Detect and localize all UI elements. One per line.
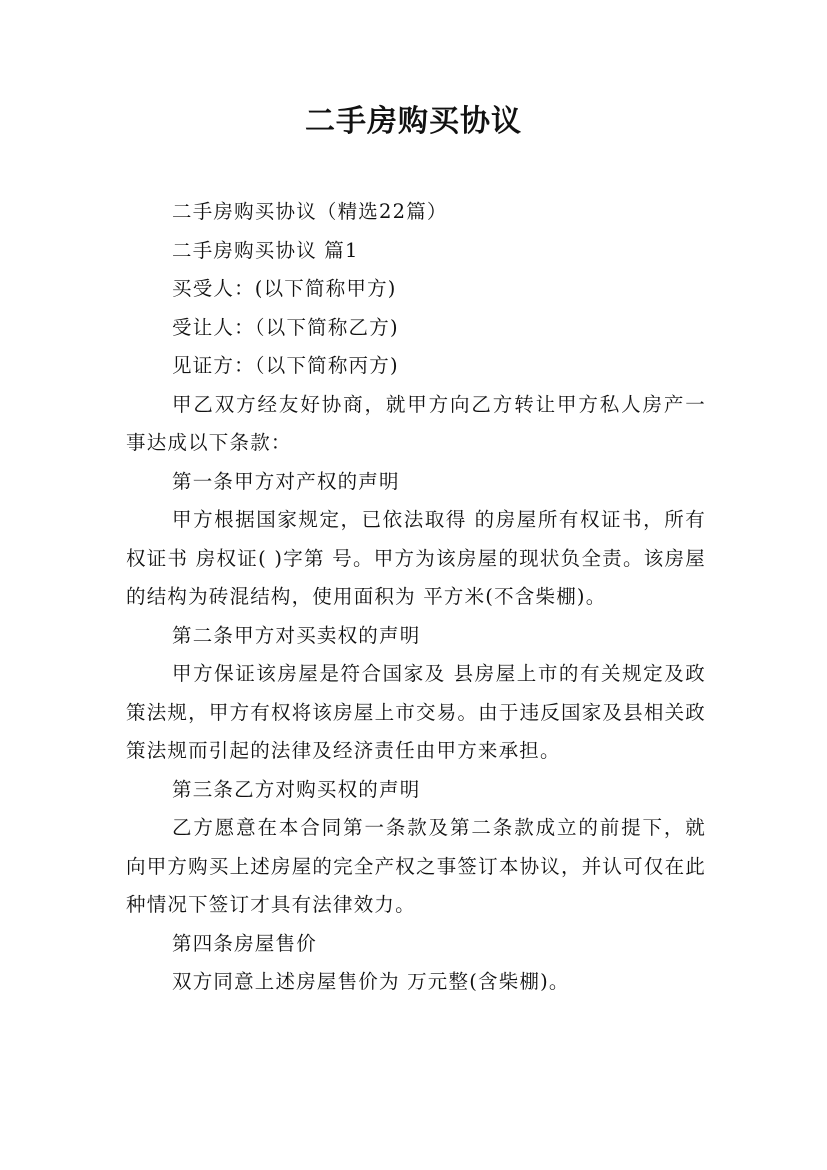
- clause-4-heading: 第四条房屋售价: [172, 931, 317, 955]
- document-body: [126, 193, 706, 1002]
- document-title: 二手房购买协议: [305, 104, 522, 139]
- clause-2-heading: 第二条甲方对买卖权的声明: [172, 623, 421, 647]
- clause-3-text: 乙方愿意在本合同第一条款及第二条款成立的前提下，就向甲方购买上述房屋的完全产权之事签订本协议，并认可仅在此种情况下签订才具有法律效力。: [126, 816, 706, 916]
- clause-2-text: 甲方保证该房屋是符合国家及 县房屋上市的有关规定及政策法规，甲方有权将该房屋上市交易。由于违反国家及县相关政策法规而引起的法律及经济责任由甲方来承担。: [126, 662, 706, 762]
- paragraph-witness: 见证方：（以下简称丙方): [172, 354, 399, 377]
- clause-1-text: 甲方根据国家规定，已依法取得 的房屋所有权证书，所有权证书 房权证( )字第 号。甲方为该房屋的现状负全责。该房屋的结构为砖混结构，使用面积为 平方米(不含柴棚)。: [126, 508, 706, 608]
- paragraph-preamble: 甲乙双方经友好协商，就甲方向乙方转让甲方私人房产一事达成以下条款：: [126, 392, 706, 454]
- paragraph-subtitle: 二手房购买协议（精选22篇）: [172, 200, 448, 223]
- clause-1-heading: 第一条甲方对产权的声明: [172, 469, 400, 493]
- paragraph-buyer: 买受人：(以下简称甲方): [172, 277, 397, 300]
- paragraph-transferee: 受让人：（以下简称乙方): [172, 315, 399, 339]
- clause-4-text: 双方同意上述房屋售价为 万元整(含柴棚)。: [172, 970, 570, 993]
- paragraph-section-heading: 二手房购买协议 篇1: [172, 238, 359, 262]
- clause-3-heading: 第三条乙方对购买权的声明: [172, 777, 421, 801]
